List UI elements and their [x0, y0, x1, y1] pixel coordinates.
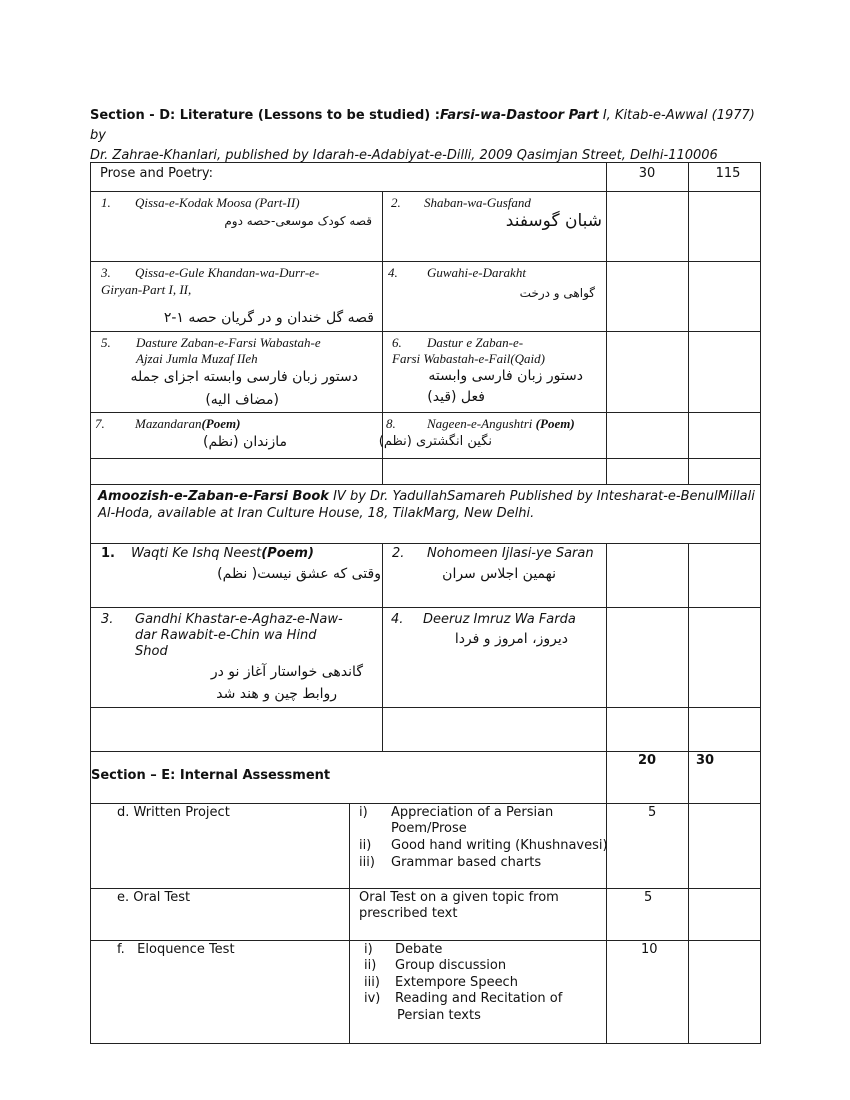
lesson-urdu-line2: (مضاف الیه) [205, 392, 279, 408]
lesson-urdu-line1: دستور زبان فارسی وابسته اجزای جمله [130, 369, 358, 385]
lesson-title-line2: Farsi Wabastah-e-Fail(Qaid) [392, 351, 545, 366]
assessment-marks: 20 [637, 753, 657, 768]
row-marks: 5 [648, 805, 657, 820]
row-name: e. Oral Test [117, 890, 191, 905]
amoozish-rest: IV by Dr. YadullahSamareh Published by Intesharat-e-BenulMillali [328, 489, 755, 504]
book-publisher: Dr. Zahrae-Khanlari, published by Idarah-e-Adabiyat-e-Dilli, 2009 Qasimjan Street, Delhi-110006 [90, 148, 718, 163]
row-name: f. Eloquence Test [117, 942, 235, 957]
lesson-urdu: نگین انگشتری (نظم) [378, 434, 492, 449]
lesson-urdu: نهمین اجلاس سران [442, 566, 556, 582]
lesson-title: Mazandaran(Poem) [135, 416, 241, 431]
lesson-title: Guwahi-e-Darakht [427, 265, 526, 280]
book-title: Farsi-wa-Dastoor Part [439, 108, 599, 123]
lesson-urdu-line2: روابط چین و هند شد [216, 686, 337, 702]
row-marks: 10 [641, 942, 658, 957]
amoozish-book: Amoozish-e-Zaban-e-Farsi Book [98, 489, 329, 504]
lesson-urdu: شبان گوسفند [505, 211, 602, 231]
section-label: Section - D: Literature (Lessons to be studied) : [90, 108, 440, 123]
lesson-urdu: دیروز، امروز و فردا [454, 631, 568, 647]
lesson-title-line1: Dasture Zaban-e-Farsi Wabastah-e [136, 335, 321, 350]
lesson-urdu: مازندان (نظم) [202, 434, 287, 450]
lesson-urdu: قصه کودک موسعی-حصه دوم [224, 214, 372, 228]
amoozish-heading [98, 488, 758, 522]
lesson-title-line3: Shod [135, 644, 168, 659]
lesson-urdu-line2: فعل (قید) [427, 389, 485, 405]
lesson-urdu-line1: گاندهی خواستار آغاز نو در [210, 664, 363, 680]
lesson-title-line1: Dastur e Zaban-e- [427, 335, 524, 350]
lesson-title-line1: Qissa-e-Gule Khandan-wa-Durr-e- [135, 265, 320, 280]
row-marks: 5 [644, 890, 653, 905]
book-rest: I, Kitab-e-Awwal (1977) by [90, 108, 755, 143]
lesson-title: Shaban-wa-Gusfand [424, 195, 531, 210]
lesson-title-line1: Gandhi Khastar-e-Aghaz-e-Naw- [135, 612, 343, 627]
prose-total: 115 [715, 166, 741, 181]
lesson-urdu: گواهی و درخت [519, 286, 595, 300]
amoozish-line2: Al-Hoda, available at Iran Culture House, 18, TilakMarg, New Delhi. [98, 506, 535, 521]
lesson-title: Qissa-e-Kodak Moosa (Part-II) [135, 195, 300, 210]
prose-marks: 30 [638, 166, 656, 181]
lesson-title-line2: dar Rawabit-e-Chin wa Hind [135, 628, 317, 643]
lesson-title-line2: Ajzai Jumla Muzaf IIeh [136, 351, 258, 366]
lesson-urdu-line1: دستور زبان فارسی وابسته [428, 368, 583, 384]
prose-poetry-label: Prose and Poetry: [100, 166, 214, 181]
section-d-heading [90, 106, 770, 166]
lesson-title: Deeruz Imruz Wa Farda [423, 612, 576, 627]
lesson-title: Nageen-e-Angushtri (Poem) [427, 416, 575, 431]
lesson-title: Nohomeen Ijlasi-ye Saran [427, 546, 594, 561]
lesson-title: Waqti Ke Ishq Neest(Poem) [131, 546, 314, 561]
lesson-urdu: وقتی که عشق نیست( نظم) [217, 566, 381, 582]
lesson-urdu: قصه گل خندان و در گریان حصه ۱-۲ [163, 310, 374, 326]
lesson-title-line2: Giryan-Part I, II, [101, 282, 192, 297]
assessment-label: Section – E: Internal Assessment [91, 768, 331, 783]
assessment-total: 30 [696, 753, 715, 768]
row-name: d. Written Project [117, 805, 230, 820]
